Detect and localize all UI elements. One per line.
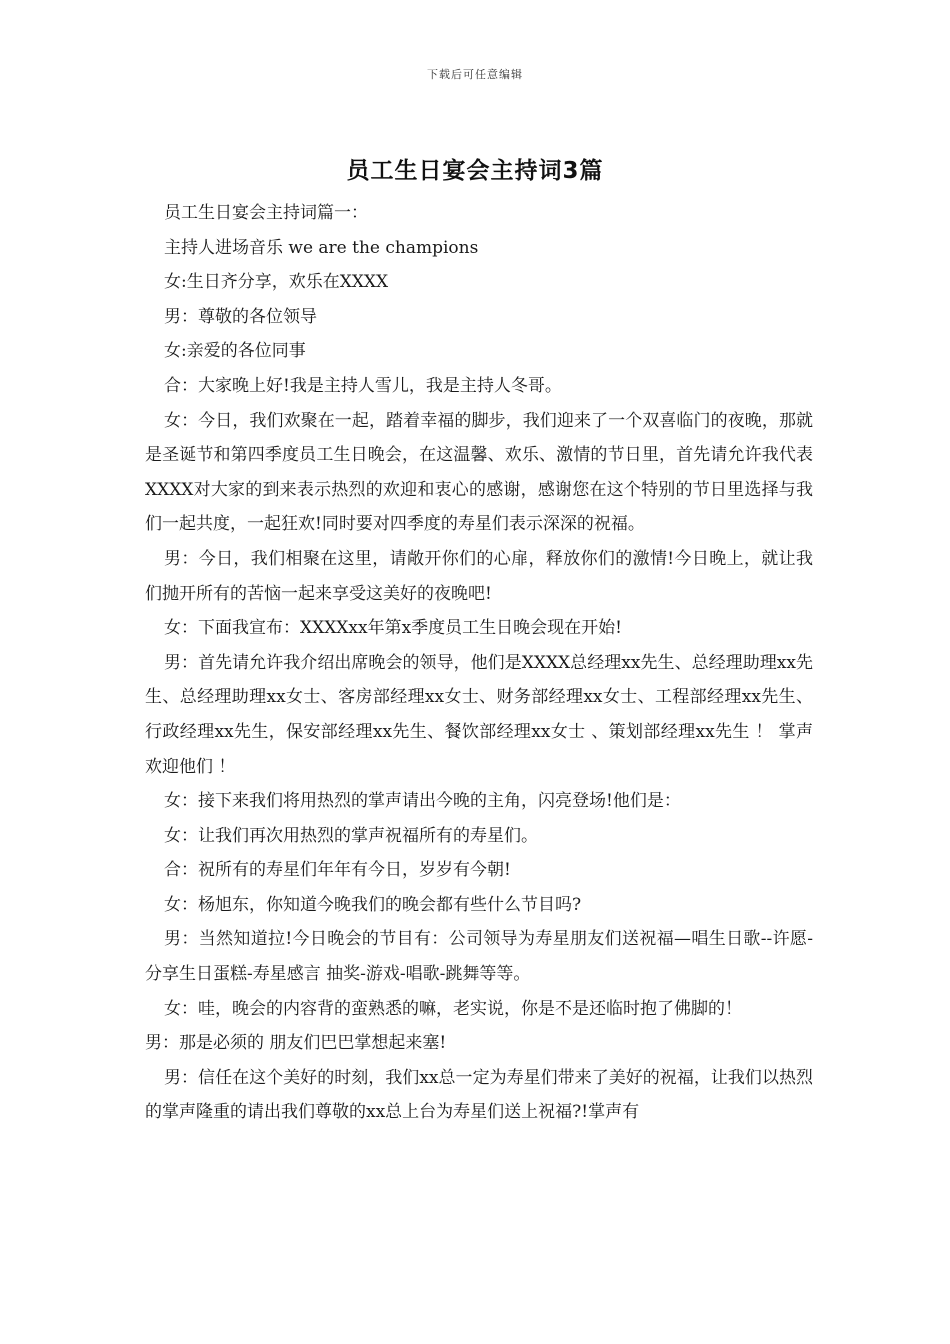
paragraph: 男：那是必须的 朋友们巴巴掌想起来塞! xyxy=(145,1033,447,1054)
paragraph: 员工生日宴会主持词篇一： xyxy=(164,203,368,223)
paragraph: 女：接下来我们将用热烈的掌声请出今晚的主角，闪亮登场!他们是： xyxy=(164,791,681,812)
paragraph: 男：首先请允许我介绍出席晚会的领导，他们是XXXX总经理xx先生、总经理助理xx先生、总经理助理xx女士、客房部经理xx女士、财务部经理xx女士、工程部经理xx先生、行政经理xx先生，保安部经理xx先生、餐饮部经理xx女士 、策划部经理xx先生 ！ 掌声欢迎他们 ！ xyxy=(145,652,813,777)
paragraph: 女：下面我宣布：XXXXxx年第x季度员工生日晚会现在开始! xyxy=(164,618,623,639)
document-body xyxy=(145,196,813,1130)
paragraph: 男：信任在这个美好的时刻，我们xx总一定为寿星们带来了美好的祝福，让我们以热烈的掌声隆重的请出我们尊敬的xx总上台为寿星们送上祝福?!掌声有 xyxy=(145,1067,813,1123)
paragraph: 男：当然知道拉!今日晚会的节目有：公司领导为寿星朋友们送祝福—唱生日歌--许愿-分享生日蛋糕-寿星感言 抽奖-游戏-唱歌-跳舞等等。 xyxy=(145,929,813,985)
paragraph: 合：祝所有的寿星们年年有今日，岁岁有今朝! xyxy=(164,860,511,881)
paragraph: 主持人进场音乐 we are the champions xyxy=(164,237,479,258)
paragraph: 女：让我们再次用热烈的掌声祝福所有的寿星们。 xyxy=(164,825,538,846)
paragraph: 合：大家晚上好!我是主持人雪儿，我是主持人冬哥。 xyxy=(164,375,562,396)
paragraph: 女：杨旭东，你知道今晚我们的晚会都有些什么节目吗? xyxy=(164,894,582,915)
paragraph: 女:亲爱的各位同事 xyxy=(164,341,306,362)
header-note: 下载后可任意编辑 xyxy=(427,68,523,81)
paragraph: 女：今日，我们欢聚在一起，踏着幸福的脚步，我们迎来了一个双喜临门的夜晚，那就是圣诞节和第四季度员工生日晚会，在这温馨、欢乐、激情的节日里，首先请允许我代表XXXX对大家的到来表示热烈的欢迎和衷心的感谢，感谢您在这个特别的节日里选择与我们一起共度，一起狂欢!同时要对四季度的寿星们表示深深的祝福。 xyxy=(145,410,813,535)
paragraph: 男：尊敬的各位领导 xyxy=(164,306,317,327)
paragraph: 男：今日，我们相聚在这里，请敞开你们的心扉，释放你们的激情!今日晚上，就让我们抛开所有的苦恼一起来享受这美好的夜晚吧! xyxy=(145,548,813,604)
paragraph: 女:生日齐分享，欢乐在XXXX xyxy=(164,272,389,293)
paragraph: 女：哇，晚会的内容背的蛮熟悉的嘛，老实说，你是不是还临时抱了佛脚的！ xyxy=(164,998,742,1019)
document-title: 员工生日宴会主持词3篇 xyxy=(346,158,604,184)
